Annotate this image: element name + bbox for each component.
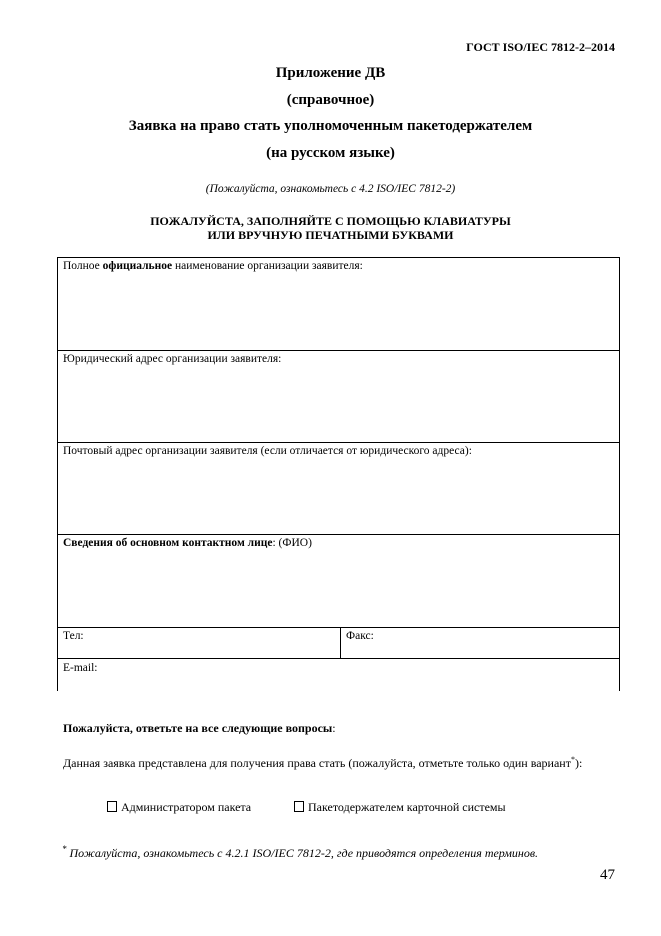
checkbox-icon[interactable] (107, 801, 117, 812)
checkbox-icon[interactable] (294, 801, 304, 812)
phone-label[interactable]: Тел: (63, 630, 84, 642)
option-package-administrator-label: Администратором пакета (121, 800, 252, 814)
option-card-system-holder-label: Пакетодержателем карточной системы (308, 800, 506, 814)
footnote-ref: * (570, 755, 575, 764)
page-number: 47 (600, 867, 615, 883)
annex-type: (справочное) (286, 92, 375, 108)
contact-person-label: Сведения об основном контактном лице: (ФИО) (63, 537, 312, 549)
fax-label[interactable]: Факс: (346, 630, 374, 642)
email-label: E-mail: (63, 662, 98, 674)
footnote-mark: * (62, 844, 67, 854)
document-language: (на русском языке) (266, 145, 395, 161)
question-text: Данная заявка представлена для получения права стать (пожалуйста, отметьте только один вариант*): (63, 755, 583, 770)
questions-heading: Пожалуйста, ответьте на все следующие вопросы: (63, 721, 336, 735)
postal-address-label: Почтовый адрес организации заявителя (если отличается от юридического адреса): (63, 445, 472, 457)
legal-address-field[interactable] (58, 351, 619, 443)
reference-note: (Пожалуйста, ознакомьтесь с 4.2 ISO/IEC 7812-2) (205, 183, 456, 195)
fill-instructions-line2: ИЛИ ВРУЧНУЮ ПЕЧАТНЫМИ БУКВАМИ (207, 228, 454, 242)
phone-fax-row (58, 628, 619, 659)
option-package-administrator[interactable] (107, 800, 251, 815)
document-title: Заявка на право стать уполномоченным пакетодержателем (128, 118, 533, 134)
standard-code: ГОСТ ISO/IEC 7812-2–2014 (466, 40, 615, 54)
footnote: * Пожалуйста, ознакомьтесь с 4.2.1 ISO/IEC 7812-2, где приводятся определения терминов. (62, 844, 539, 860)
option-card-system-holder[interactable] (294, 800, 506, 815)
postal-address-field[interactable] (58, 443, 619, 535)
fill-instructions (0, 214, 661, 242)
annex-title: Приложение ДВ (275, 65, 386, 81)
phone-fax-divider (340, 628, 341, 659)
legal-address-label: Юридический адрес организации заявителя: (63, 353, 282, 365)
contact-person-field[interactable] (58, 535, 619, 628)
org-name-field[interactable] (58, 258, 619, 351)
org-name-label: Полное официальное наименование организации заявителя: (63, 260, 363, 272)
email-field[interactable] (58, 659, 619, 692)
fill-instructions-line1: ПОЖАЛУЙСТА, ЗАПОЛНЯЙТЕ С ПОМОЩЬЮ КЛАВИАТУРЫ (150, 214, 511, 228)
application-form (57, 257, 620, 691)
